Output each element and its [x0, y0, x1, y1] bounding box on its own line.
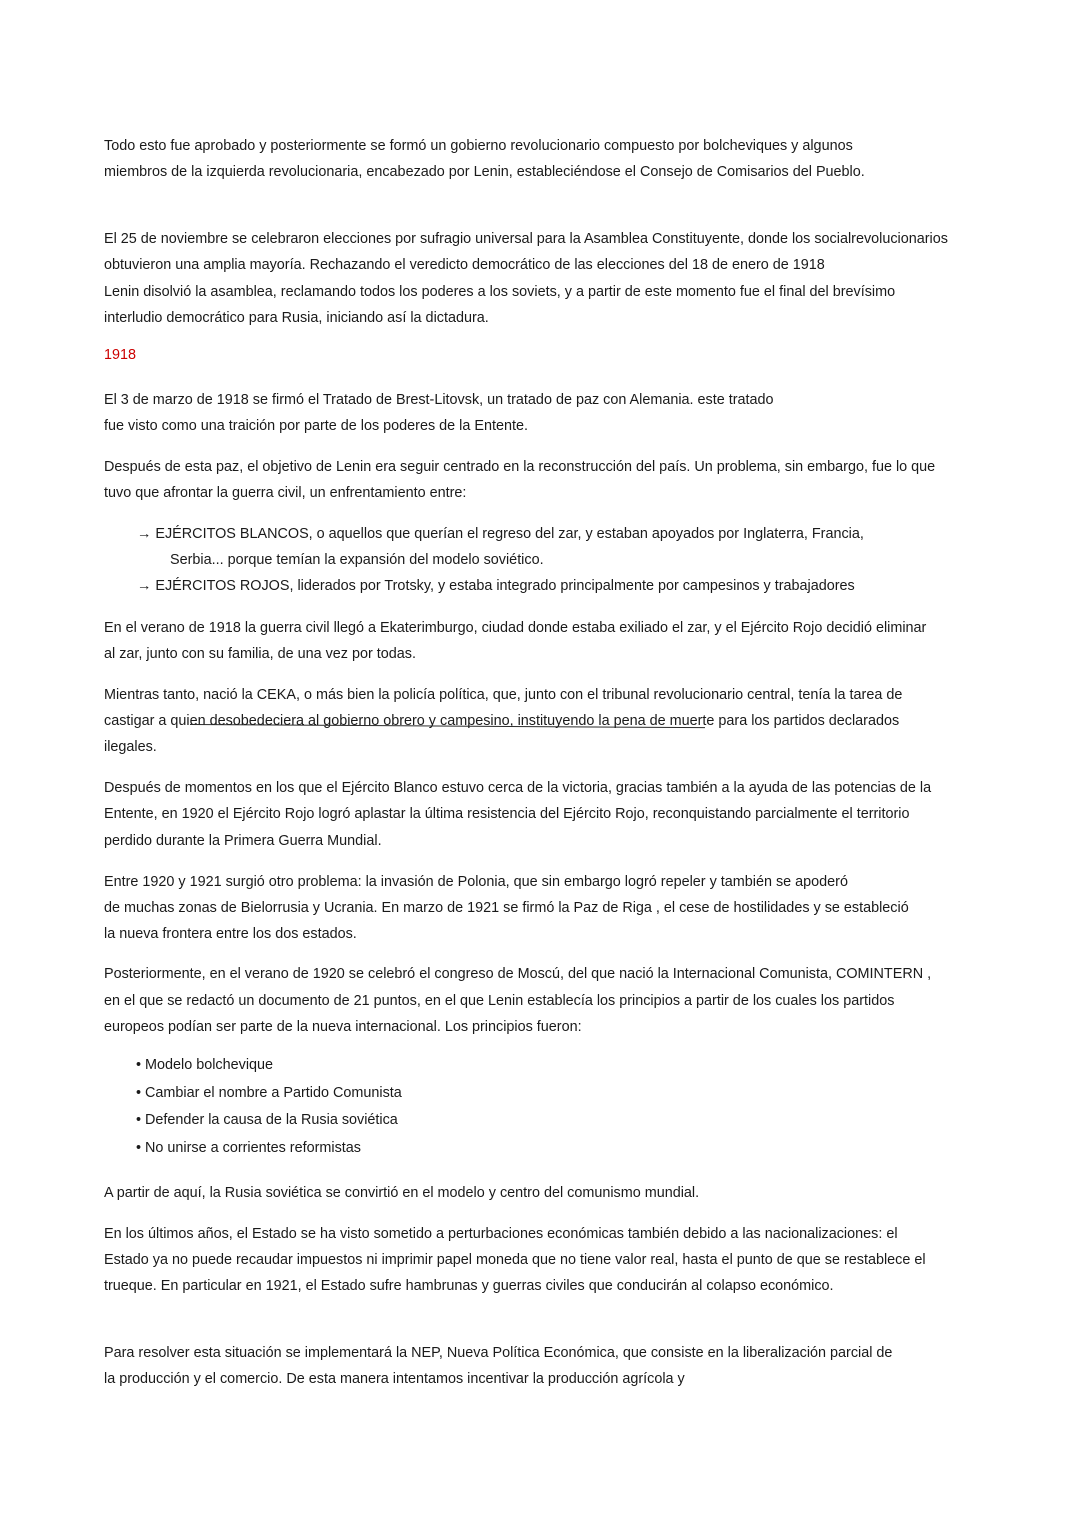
paragraph-2-line-3: Lenin disolvió la asamblea, reclamando todos los poderes a los soviets, y a partir de este momento fue el final del brevísimo — [104, 284, 896, 300]
paragraph-7-line-3: perdido durante la Primera Guerra Mundial. — [104, 833, 382, 849]
paragraph-8-line-1: Entre 1920 y 1921 surgió otro problema: la invasión de Polonia, que sin embargo logró repeler y también se apoderó — [104, 874, 848, 890]
paragraph-1-line-2: miembros de la izquierda revolucionaria, encabezado por Lenin, estableciéndose el Consejo de Comisarios del Pueblo. — [104, 164, 865, 180]
list-item-principle-3: • Defender la causa de la Rusia soviética — [136, 1112, 398, 1128]
paragraph-4-line-1: Después de esta paz, el objetivo de Lenin era seguir centrado en la reconstrucción del país. Un problema, sin embargo, fue lo que — [104, 459, 936, 475]
paragraph-2-line-2: obtuvieron una amplia mayoría. Rechazando el veredicto democrático de las elecciones del 18 de enero de 1918 — [104, 257, 825, 273]
paragraph-8-line-2: de muchas zonas de Bielorrusia y Ucrania. En marzo de 1921 se firmó la Paz de Riga , el cese de hostilidades y se estableció — [104, 900, 909, 916]
paragraph-6-line-2: castigar a quien desobedeciera al gobierno obrero y campesino, instituyendo la pena de muerte para los partidos declarados — [104, 713, 900, 729]
paragraph-2-line-1: El 25 de noviembre se celebraron elecciones por sufragio universal para la Asamblea Constituyente, donde los socialrevolucionarios — [104, 231, 948, 247]
paragraph-7-line-2: Entente, en 1920 el Ejército Rojo logró aplastar la última resistencia del Ejército Rojo, reconquistando parcialmente el territorio — [104, 806, 910, 822]
list-item-red-armies: → EJÉRCITOS ROJOS, liderados por Trotsky, y estaba integrado principalmente por campesinos y trabajadores — [137, 578, 855, 594]
paragraph-12-line-2: la producción y el comercio. De esta manera intentamos incentivar la producción agrícola y — [104, 1371, 685, 1387]
paragraph-9-line-2: en el que se redactó un documento de 21 puntos, en el que Lenin establecía los principios a partir de los cuales los partidos — [104, 993, 895, 1009]
paragraph-9-line-3: europeos podían ser parte de la nueva internacional. Los principios fueron: — [104, 1019, 582, 1035]
paragraph-6-line-1: Mientras tanto, nació la CEKA, o más bien la policía política, que, junto con el tribunal revolucionario central, tenía la tarea de — [104, 687, 903, 703]
paragraph-11-line-2: Estado ya no puede recaudar impuestos ni imprimir papel moneda que no tiene valor real, hasta el punto de que se restablece el — [104, 1252, 926, 1268]
list-item-principle-1: • Modelo bolchevique — [136, 1057, 274, 1073]
paragraph-5-line-1: En el verano de 1918 la guerra civil llegó a Ekaterimburgo, ciudad donde estaba exiliado el zar, y el Ejército Rojo decidió eliminar — [104, 620, 927, 636]
paragraph-2-line-4: interludio democrático para Rusia, iniciando así la dictadura. — [104, 310, 489, 326]
list-item-white-armies-cont: Serbia... porque temían la expansión del modelo soviético. — [170, 552, 544, 568]
paragraph-11-line-3: trueque. En particular en 1921, el Estado sufre hambrunas y guerras civiles que conducirán al colapso económico. — [104, 1278, 834, 1294]
paragraph-5-line-2: al zar, junto con su familia, de una vez por todas. — [104, 646, 416, 662]
paragraph-1-line-1: Todo esto fue aprobado y posteriormente se formó un gobierno revolucionario compuesto por bolcheviques y algunos — [104, 138, 853, 154]
list-item-white-armies: → EJÉRCITOS BLANCOS, o aquellos que querían el regreso del zar, y estaban apoyados por Inglaterra, Francia, — [137, 526, 864, 542]
list-item-principle-2: • Cambiar el nombre a Partido Comunista — [136, 1085, 402, 1101]
paragraph-3-line-2: fue visto como una traición por parte de los poderes de la Entente. — [104, 418, 528, 434]
paragraph-6-line-3: ilegales. — [104, 739, 157, 755]
paragraph-7-line-1: Después de momentos en los que el Ejército Blanco estuvo cerca de la victoria, gracias también a la ayuda de las potencias de la — [104, 780, 932, 796]
list-item-principle-4: • No unirse a corrientes reformistas — [136, 1140, 361, 1156]
paragraph-8-line-3: la nueva frontera entre los dos estados. — [104, 926, 357, 942]
paragraph-11-line-1: En los últimos años, el Estado se ha visto sometido a perturbaciones económicas también debido a las nacionalizaciones: el — [104, 1226, 898, 1242]
paragraph-10-line-1: A partir de aquí, la Rusia soviética se convirtió en el modelo y centro del comunismo mundial. — [104, 1185, 700, 1201]
paragraph-9-line-1: Posteriormente, en el verano de 1920 se celebró el congreso de Moscú, del que nació la Internacional Comunista, COMINTERN , — [104, 966, 932, 982]
paragraph-3-line-1: El 3 de marzo de 1918 se firmó el Tratado de Brest-Litovsk, un tratado de paz con Alemania. este tratado — [104, 392, 774, 408]
paragraph-12-line-1: Para resolver esta situación se implementará la NEP, Nueva Política Económica, que consiste en la liberalización parcial de — [104, 1345, 893, 1361]
section-heading-1918: 1918 — [104, 347, 137, 363]
paragraph-4-line-2: tuvo que afrontar la guerra civil, un enfrentamiento entre: — [104, 485, 467, 501]
